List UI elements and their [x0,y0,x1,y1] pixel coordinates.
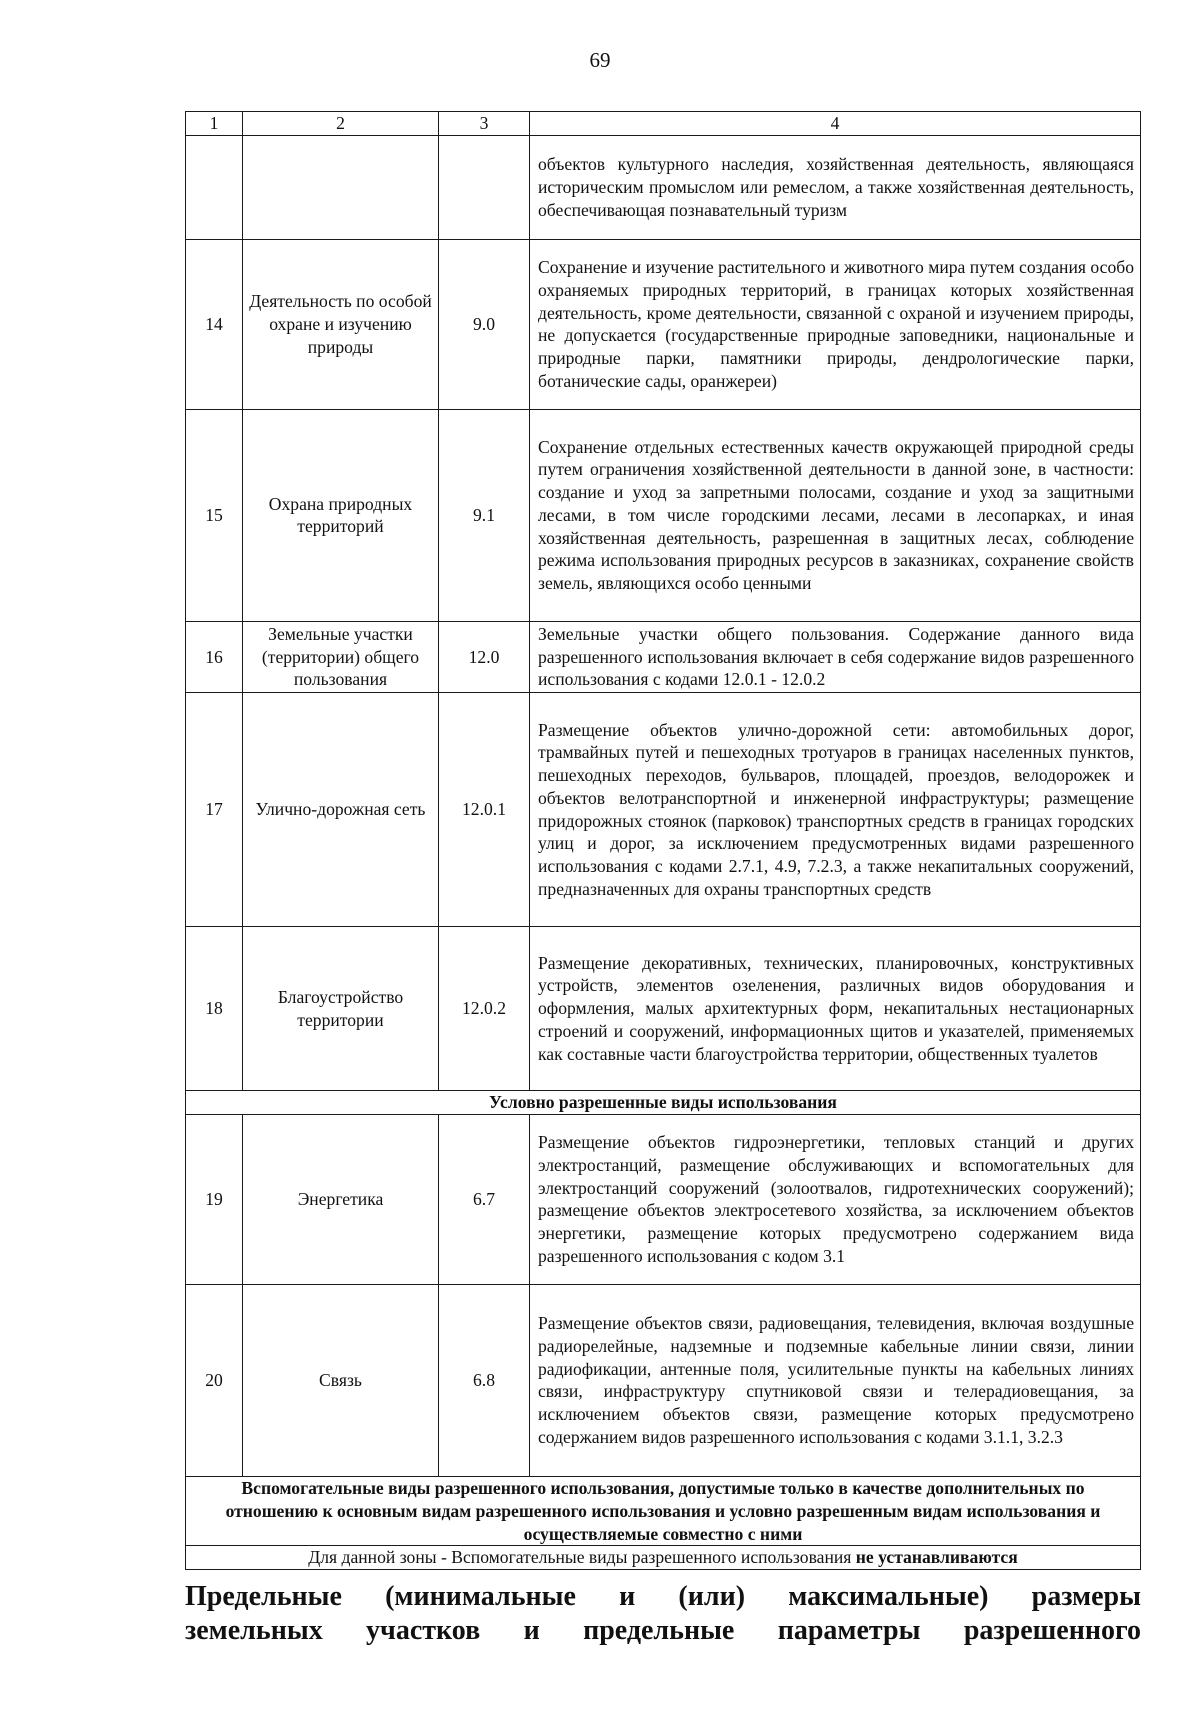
row-code: 6.7 [439,1114,530,1284]
row-code [439,135,530,239]
table-header-row [186,112,1141,136]
row-number: 16 [186,621,243,692]
row-name: Охрана природных территорий [243,409,439,621]
row-name [243,135,439,239]
section-heading-line: Предельные (минимальные и (или) максимальные) размеры [185,1581,1141,1612]
row-description: Размещение объектов связи, радиовещания, телевидения, включая воздушные радиорелейные, надземные и подземные кабельные линии связи, линии радиофикации, антенные поля, усилительные пункты на кабельных линиях связи, инфраструктуру спутниковой связи и телерадиовещания, за исключением объектов связи, размещение которых предусмотрено содержанием видов разрешенного использования с кодами 3.1.1, 3.2.3 [530,1284,1141,1476]
header-col-2: 2 [243,112,439,136]
row-description: Размещение объектов гидроэнергетики, тепловых станций и других электростанций, размещение обслуживающих и вспомогательных для электростанций сооружений (золоотвалов, гидротехнических сооружений); размещение объектов электросетевого хозяйства, за исключением объектов энергетики, размещение которых предусмотрено содержанием вида разрешенного использования с кодом 3.1 [530,1114,1141,1284]
row-description: Размещение декоративных, технических, планировочных, конструктивных устройств, элементов озеленения, различных видов оборудования и оформления, малых архитектурных форм, некапитальных нестационарных строений и сооружений, информационных щитов и указателей, применяемых как составные части благоустройства территории, общественных туалетов [530,927,1141,1091]
row-description: объектов культурного наследия, хозяйственная деятельность, являющаяся историческим промыслом или ремеслом, а также хозяйственная деятельность, обеспечивающая познавательный туризм [530,135,1141,239]
section-heading-line: земельных участков и предельные параметры разрешенного [185,1615,1141,1646]
row-number: 17 [186,693,243,927]
note-row [186,1546,1141,1570]
row-number: 15 [186,409,243,621]
row-code: 12.0.1 [439,693,530,927]
conditional-uses-heading: Условно разрешенные виды использования [186,1091,1141,1115]
auxiliary-note-text: Для данной зоны - Вспомогательные виды разрешенного использования [308,1547,856,1568]
table-row [186,1284,1141,1476]
land-use-table [185,111,1141,1570]
header-col-3: 3 [439,112,530,136]
table-row-continuation [186,135,1141,239]
row-name: Энергетика [243,1114,439,1284]
row-number: 14 [186,239,243,409]
section-heading [185,1580,1141,1648]
table-row [186,1114,1141,1284]
row-name: Связь [243,1284,439,1476]
row-name: Земельные участки (территории) общего пользования [243,621,439,692]
row-code: 12.0 [439,621,530,692]
table-row [186,409,1141,621]
table-row [186,927,1141,1091]
row-name: Деятельность по особой охране и изучению природы [243,239,439,409]
row-description: Земельные участки общего пользования. Содержание данного вида разрешенного использования включает в себя содержание видов разрешенного использования с кодами 12.0.1 - 12.0.2 [530,621,1141,692]
header-col-1: 1 [186,112,243,136]
table-row [186,621,1141,692]
table-row [186,239,1141,409]
auxiliary-note [186,1546,1141,1570]
page-number: 69 [589,48,611,72]
row-number: 19 [186,1114,243,1284]
row-number: 18 [186,927,243,1091]
row-name: Благоустройство территории [243,927,439,1091]
row-name: Улично-дорожная сеть [243,693,439,927]
row-code: 9.0 [439,239,530,409]
header-col-4: 4 [530,112,1141,136]
row-description: Сохранение отдельных естественных качеств окружающей природной среды путем ограничения хозяйственной деятельности в данной зоне, в частности: создание и уход за запретными полосами, создание и уход за защитными лесами, в том числе городскими лесами, лесами в лесопарках, и иная хозяйственная деятельность, разрешенная в защитных лесах, соблюдение режима использования природных ресурсов в заказниках, сохранение свойств земель, являющихся особо ценными [530,409,1141,621]
auxiliary-note-bold: не устанавливаются [855,1547,1018,1568]
auxiliary-uses-heading: Вспомогательные виды разрешенного использования, допустимые только в качестве дополнительных по отношению к основным видам разрешенного использования и условно разрешенным видам использования и осуществляемые совместно с ними [186,1476,1141,1545]
section-row [186,1091,1141,1115]
row-code: 9.1 [439,409,530,621]
row-description: Размещение объектов улично-дорожной сети: автомобильных дорог, трамвайных путей и пешеходных тротуаров в границах населенных пунктов, пешеходных переходов, бульваров, площадей, проездов, велодорожек и объектов велотранспортной и инженерной инфраструктуры; размещение придорожных стоянок (парковок) транспортных средств в границах городских улиц и дорог, за исключением предусмотренных видами разрешенного использования с кодами 2.7.1, 4.9, 7.2.3, а также некапитальных сооружений, предназначенных для охраны транспортных средств [530,693,1141,927]
row-description: Сохранение и изучение растительного и животного мира путем создания особо охраняемых природных территорий, в границах которых хозяйственная деятельность, кроме деятельности, связанной с охраной и изучением природы, не допускается (государственные природные заповедники, национальные и природные парки, памятники природы, дендрологические парки, ботанические сады, оранжереи) [530,239,1141,409]
section-row [186,1476,1141,1545]
row-number: 20 [186,1284,243,1476]
row-number [186,135,243,239]
row-code: 6.8 [439,1284,530,1476]
row-code: 12.0.2 [439,927,530,1091]
table-row [186,693,1141,927]
